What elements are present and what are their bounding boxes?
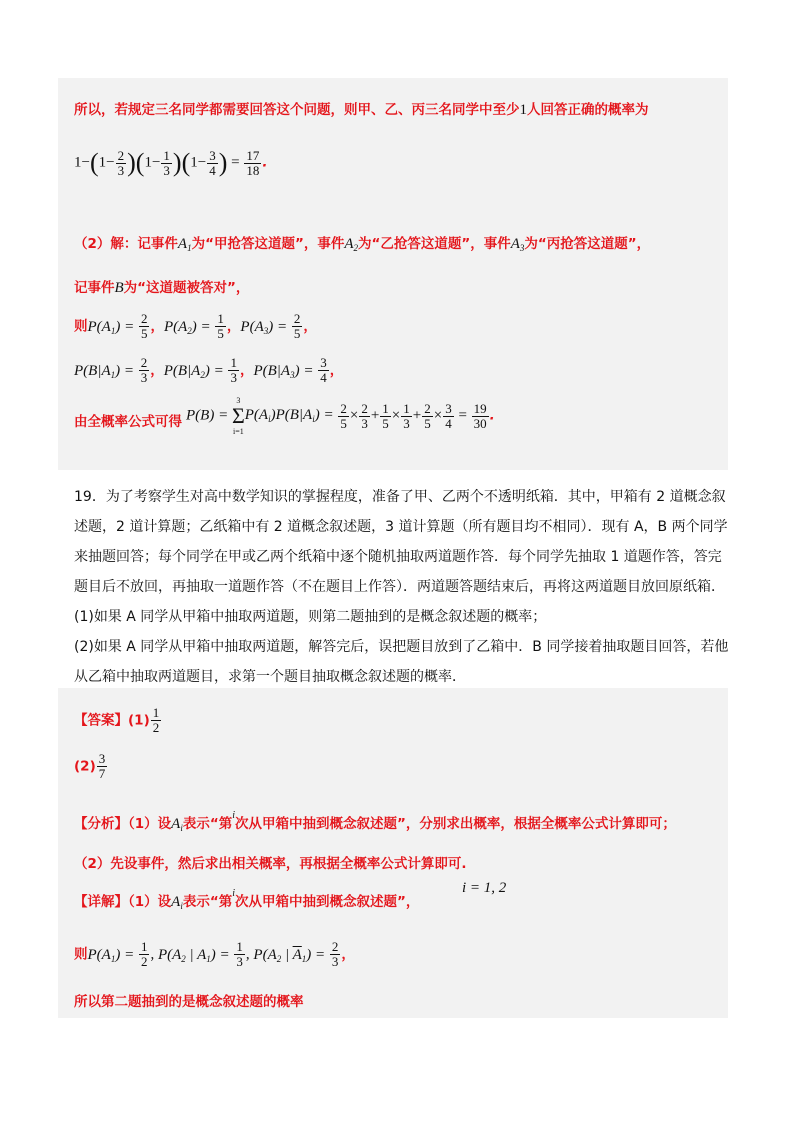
- total-prob-line: 由全概率公式可得: [74, 414, 182, 430]
- prob-a-line: 则$P(A_1)$ = $\frac{2}{5}$ ，$P(A_2)$ = $\frac{1}{5}$ ，$P(A_3)$ = $\frac{2}{5}$ ，: [74, 311, 317, 341]
- answer-line-2: (2) $\frac{3}{7}$: [74, 751, 106, 781]
- analysis-line-2: （2）先设事件，然后求出相关概率，再根据全概率公式计算即可.: [74, 856, 467, 872]
- total-prob-equation: P(B) = 3 Σ i=1 $P(A_i)P(B|A_i)$ = $\frac{2}{5}$ × $\frac{2}{3}$ + $\frac{1}{5}$ × $\frac{1}{3}$ + $\frac{2}{5}$ × $\frac{3}{4}$ = $\frac{19}{30}$ .: [186, 396, 495, 436]
- equation-1: 1−(1− $\frac{2}{3}$ )(1− $\frac{1}{3}$ )(1− $\frac{3}{4}$ ) = $\frac{17}{18}$ .: [74, 147, 268, 178]
- problem-line-6: (2)如果 A 同学从甲箱中抽取两道题，解答完后，误把题目放到了乙箱中．B 同学接着抽取题目回答，若他: [74, 639, 729, 655]
- problem-line-5: (1)如果 A 同学从甲箱中抽取两道题，则第二题抽到的是概念叙述题的概率；: [74, 609, 547, 625]
- detail-index-range: i = 1, 2: [462, 880, 507, 896]
- analysis-line-1: 【分析】（1）设$A_i$表示“第$^i$次从甲箱中抽到概念叙述题”，分别求出概率，根据全概率公式计算即可；: [74, 810, 676, 833]
- event-b-line: 记事件B为“这道题被答对”，: [74, 280, 250, 296]
- answer-line-1: 【答案】(1) $\frac{1}{2}$: [74, 705, 160, 735]
- problem-line-4: 题目后不放回，再抽取一道题作答（不在题目上作答）．两道题答题结束后，再将这两道题目放回原纸箱．: [74, 579, 725, 595]
- prob-b-given-a-line: $P(B|A_1)$ = $\frac{2}{3}$ ，$P(B|A_2)$ = $\frac{1}{3}$ ，$P(B|A_3)$ = $\frac{3}{4}$ ，: [74, 355, 344, 385]
- event-definition-line: （2）解：记事件$A_1$为“甲抢答这道题”，事件$A_2$为“乙抢答这道题”，事件$A_3$为“丙抢答这道题”，: [74, 236, 651, 253]
- detail-line-1: 【详解】（1）设$A_i$表示“第$^i$次从甲箱中抽到概念叙述题”，: [74, 888, 420, 911]
- problem-line-2: 述题，2 道计算题；乙纸箱中有 2 道概念叙述题，3 道计算题（所有题目均不相同）．现有 A，B 两个同学: [74, 519, 728, 535]
- problem-line-7: 从乙箱中抽取两道题目，求第一个题目抽取概念叙述题的概率．: [74, 669, 466, 685]
- problem-line-3: 来抽题回答；每个同学在甲或乙两个纸箱中逐个随机抽取两道题作答．每个同学先抽取 1 道题作答，答完: [74, 549, 722, 565]
- conclusion-line: 所以，若规定三名同学都需要回答这个问题，则甲、乙、丙三名同学中至少1人回答正确的概率为: [74, 102, 649, 118]
- detail-line-3: 所以第二题抽到的是概念叙述题的概率: [74, 994, 304, 1010]
- detail-line-2: 则$P(A_1)$ = $\frac{1}{2}$ , $P(A_2$ | $A_1$) = $\frac{1}{3}$ , $P(A_2$ | $\overline{A}_1$) = $\frac{2}{3}$ ，: [74, 939, 355, 969]
- problem-line-1: 19．为了考察学生对高中数学知识的掌握程度，准备了甲、乙两个不透明纸箱．其中，甲箱有 2 道概念叙: [74, 489, 726, 505]
